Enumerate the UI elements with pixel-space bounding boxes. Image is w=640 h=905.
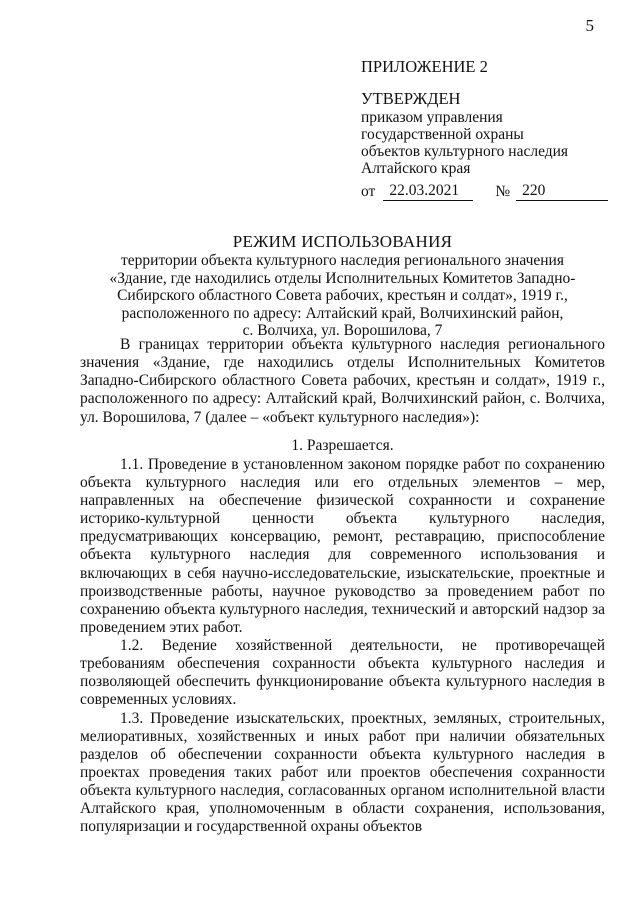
approval-line: Алтайского края: [361, 160, 471, 178]
page-number: 5: [585, 16, 594, 35]
annex-label: ПРИЛОЖЕНИЕ 2: [361, 57, 488, 76]
section-heading: 1. Разрешается.: [291, 436, 394, 454]
approval-line: объектов культурного наследия: [361, 143, 569, 161]
item-paragraph: 1.2. Ведение хозяйственной деятельности, не противоречащей требованиям обеспечения сохранности объекта культурного наследия и позволяющей обеспечить функционирование объекта культурного наследия в современных условиях.: [80, 637, 605, 709]
order-date: 22.03.2021: [383, 182, 473, 200]
order-row: [361, 182, 621, 200]
title-line: «Здание, где находились отделы Исполнительных Комитетов Западно-: [109, 269, 576, 287]
title-line: Сибирского областного Совета рабочих, крестьян и солдат», 1919 г.,: [117, 287, 568, 305]
document-body: [80, 336, 605, 836]
title-line: с. Волчиха, ул. Ворошилова, 7: [242, 322, 443, 340]
title-main: РЕЖИМ ИСПОЛЬЗОВАНИЯ: [232, 232, 453, 251]
approval-block: [361, 58, 621, 201]
order-number: 220: [516, 182, 608, 200]
approval-line: государственной охраны: [361, 126, 524, 144]
title-line: расположенного по адресу: Алтайский край, Волчихинский район,: [121, 304, 564, 322]
date-label: от: [361, 183, 376, 201]
approval-line: приказом управления: [361, 109, 503, 127]
document-title: [80, 232, 605, 340]
intro-paragraph: В границах территории объекта культурного наследия регионального значения «Здание, где находились отделы Исполнительных Комитетов Западно-Сибирского областного Совета рабочих, крестьян и солдат», 1919 г., расположенного по адресу: Алтайский край, Волчихинский район, с. Волчиха, ул. Ворошилова, 7 (далее – «объект культурного наследия»):: [80, 336, 605, 426]
title-line: территории объекта культурного наследия регионального значения: [121, 252, 564, 270]
item-paragraph: 1.1. Проведение в установленном законом порядке работ по сохранению объекта культурного наследия или его отдельных элементов – мер, направленных на обеспечение физической сохранности и сохранение историко-культурной ценности объекта культурного наследия, предусматривающих консервацию, ремонт, реставрацию, приспособление объекта культурного наследия для современного использования и включающих в себя научно-исследовательские, изыскательские, проектные и производственные работы, научное руководство за проведением работ по сохранению объекта культурного наследия, технический и авторский надзор за проведением этих работ.: [80, 455, 605, 636]
approved-label: УТВЕРЖДЕН: [361, 89, 461, 109]
number-label: №: [495, 183, 511, 201]
item-paragraph: 1.3. Проведение изыскательских, проектных, земляных, строительных, мелиоративных, хозяйственных и иных работ при наличии обязательных разделов об обеспечении сохранности объекта культурного наследия в проектах проведения таких работ или проектов обеспечения сохранности объекта культурного наследия, согласованных органом исполнительной власти Алтайского края, уполномоченным в области сохранения, использования, популяризации и государственной охраны объектов: [80, 709, 605, 836]
